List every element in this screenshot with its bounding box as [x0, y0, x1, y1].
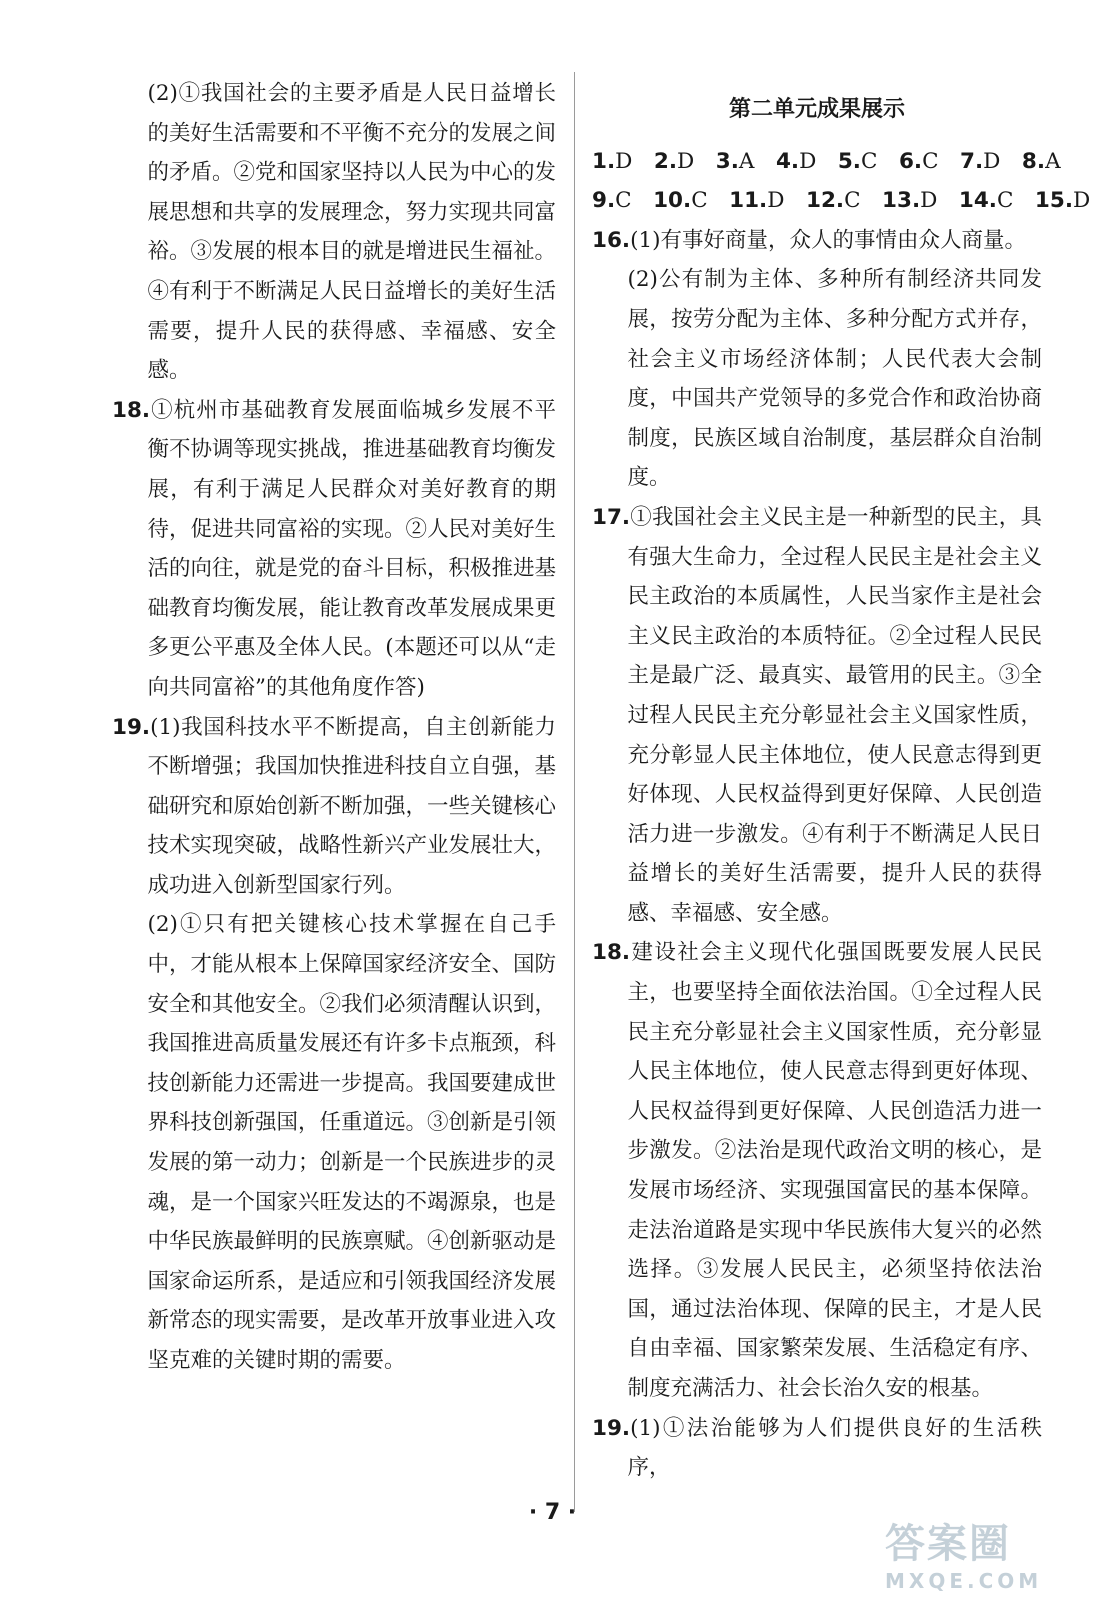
mc-answer-item: [882, 188, 937, 213]
mc-answer-letter: C: [996, 188, 1014, 214]
mc-question-number: 12.: [805, 188, 845, 214]
q16-part2-answer: (2)公有制为主体、多种所有制经济共同发展，按劳分配为主体、多种分配方式并存，社会主义市场经济体制；人民代表大会制度，中国共产党领导的多党合作和政治协商制度，民族区域自治制度，基层群众自治制度。: [627, 267, 1042, 491]
watermark-line2: MXQE.COM: [885, 1569, 1043, 1593]
mc-answer-item: [729, 188, 784, 213]
mc-answer-letter: D: [920, 188, 938, 214]
mc-answer-letter: D: [983, 148, 1001, 174]
mc-answer-letter: D: [615, 148, 633, 174]
mc-question-number: 11.: [729, 188, 768, 214]
q17-part2-answer: (2)①我国社会的主要矛盾是人民日益增长的美好生活需要和不平衡不充分的发展之间的矛盾。②党和国家坚持以人民为中心的发展思想和共享的发展理念，努力实现共同富裕。③发展的根本目的就是增进民生福祉。④有利于不断满足人民日益增长的美好生活需要，提升人民的获得感、幸福感、安全感。: [147, 81, 556, 384]
mc-answer-item: [838, 149, 878, 174]
mc-answer-letter: C: [691, 188, 708, 214]
q17-text: ①我国社会主义民主是一种新型的民主，具有强大生命力，全过程人民民主是社会主义民主政治的本质属性，人民当家作主是社会主义民主政治的本质特征。②全过程人民民主是最广泛、最真实、最管用的民主。③全过程人民民主充分彰显社会主义国家性质，充分彰显人民主体地位，使人民意志得到更好体现、人民权益得到更好保障、人民创造活力进一步激发。④有利于不断满足人民日益增长的美好生活需要，提升人民的获得感、幸福感、安全感。: [627, 504, 1042, 926]
q17-number: 17.: [592, 504, 631, 530]
q19-text-right: (1)①法治能够为人们提供良好的生活秩序，: [627, 1415, 1042, 1481]
mc-answer-letter: A: [1045, 148, 1061, 174]
q16-answer: [592, 221, 1042, 261]
mc-answer-item: [1022, 149, 1061, 174]
mc-answers-row-1: [592, 142, 1061, 182]
mc-question-number: 3.: [715, 148, 739, 174]
column-divider: [574, 72, 575, 1512]
q18-answer-right: [592, 933, 1042, 1408]
mc-answer-item: [899, 149, 939, 174]
mc-question-number: 2.: [653, 148, 678, 174]
watermark-line1: 答案圈: [885, 1521, 1011, 1567]
mc-answer-item: [1035, 188, 1090, 213]
mc-answer-item: [776, 149, 816, 174]
q16-part1-text: (1)有事好商量，众人的事情由众人商量。: [630, 227, 1027, 253]
mc-question-number: 15.: [1034, 188, 1074, 214]
q18-text: ①杭州市基础教育发展面临城乡发展不平衡不协调等现实挑战，推进基础教育均衡发展，有利于满足人民群众对美好教育的期待，促进共同富裕的实现。②人民对美好生活的向往，就是党的奋斗目标，积极推进基础教育均衡发展，能让教育改革发展成果更多更公平惠及全体人民。(本题还可以从“走向共同富裕”的其他角度作答): [147, 397, 556, 700]
mc-answer-item: [960, 149, 1000, 174]
mc-answer-item: [592, 188, 632, 213]
mc-answer-letter: C: [844, 188, 861, 214]
q19-part1-text: (1)我国科技水平不断提高，自主创新能力不断增强；我国加快推进科技自立自强，基础研究和原始创新不断加强，一些关键核心技术实现突破，战略性新兴产业发展壮大，成功进入创新型国家行列。: [147, 714, 556, 898]
page-number: · 7 ·: [528, 1500, 577, 1525]
q19-answer: [112, 708, 556, 906]
watermark-logo: [885, 1512, 1085, 1593]
q19-number: 19.: [112, 714, 151, 740]
q18-number-right: 18.: [592, 940, 631, 966]
mc-answer-letter: D: [799, 148, 817, 174]
mc-answer-item: [959, 188, 1014, 213]
mc-answer-letter: D: [767, 188, 785, 214]
mc-question-number: 10.: [653, 188, 692, 214]
mc-answer-letter: D: [677, 148, 695, 174]
q16-number: 16.: [592, 227, 631, 253]
mc-answer-letter: C: [615, 188, 632, 214]
mc-answer-letter: C: [860, 148, 878, 174]
mc-answer-letter: A: [738, 148, 755, 174]
q18-number: 18.: [112, 397, 151, 423]
left-column: [112, 74, 556, 1381]
mc-question-number: 7.: [960, 148, 984, 174]
mc-answer-letter: D: [1073, 188, 1091, 214]
mc-answer-item: [592, 149, 632, 174]
mc-question-number: 8.: [1021, 148, 1046, 174]
mc-question-number: 9.: [592, 188, 616, 214]
q18-text-right: 建设社会主义现代化强国既要发展人民民主，也要坚持全面依法治国。①全过程人民民主充分彰显社会主义国家性质，充分彰显人民主体地位，使人民意志得到更好体现、人民权益得到更好保障、人民创造活力进一步激发。②法治是现代政治文明的核心，是发展市场经济、实现强国富民的基本保障。走法治道路是实现中华民族伟大复兴的必然选择。③发展人民民主，必须坚持依法治国，通过法治体现、保障的民主，才是人民自由幸福、国家繁荣发展、生活稳定有序、制度充满活力、社会长治久安的根基。: [627, 940, 1042, 1401]
mc-question-number: 13.: [882, 188, 921, 214]
mc-answer-item: [716, 149, 755, 174]
mc-question-number: 6.: [898, 148, 923, 174]
mc-question-number: 14.: [958, 188, 997, 214]
mc-answers-row-2: [592, 181, 1091, 221]
q18-answer: [112, 391, 556, 708]
q19-part2-answer: (2)①只有把关键核心技术掌握在自己手中，才能从根本上保障国家经济安全、国防安全和其他安全。②我们必须清醒认识到，我国推进高质量发展还有许多卡点瓶颈，科技创新能力还需进一步提高。我国要建成世界科技创新强国，任重道远。③创新是引领发展的第一动力；创新是一个民族进步的灵魂，是一个国家兴旺发达的不竭源泉，也是中华民族最鲜明的民族禀赋。④创新驱动是国家命运所系，是适应和引领我国经济发展新常态的现实需要，是改革开放事业进入攻坚克难的关键时期的需要。: [147, 912, 556, 1373]
mc-answer-item: [653, 188, 708, 213]
mc-question-number: 5.: [837, 148, 861, 174]
mc-question-number: 1.: [592, 148, 616, 174]
mc-question-number: 4.: [775, 148, 800, 174]
q19-answer-right: [592, 1409, 1042, 1488]
mc-answer-item: [654, 149, 694, 174]
mc-answer-item: [806, 188, 861, 213]
mc-answer-letter: C: [922, 148, 939, 174]
q17-answer: [592, 498, 1042, 934]
q19-number-right: 19.: [592, 1415, 631, 1441]
right-column: [592, 74, 1091, 1488]
section-title: 第二单元成果展示: [728, 97, 905, 122]
